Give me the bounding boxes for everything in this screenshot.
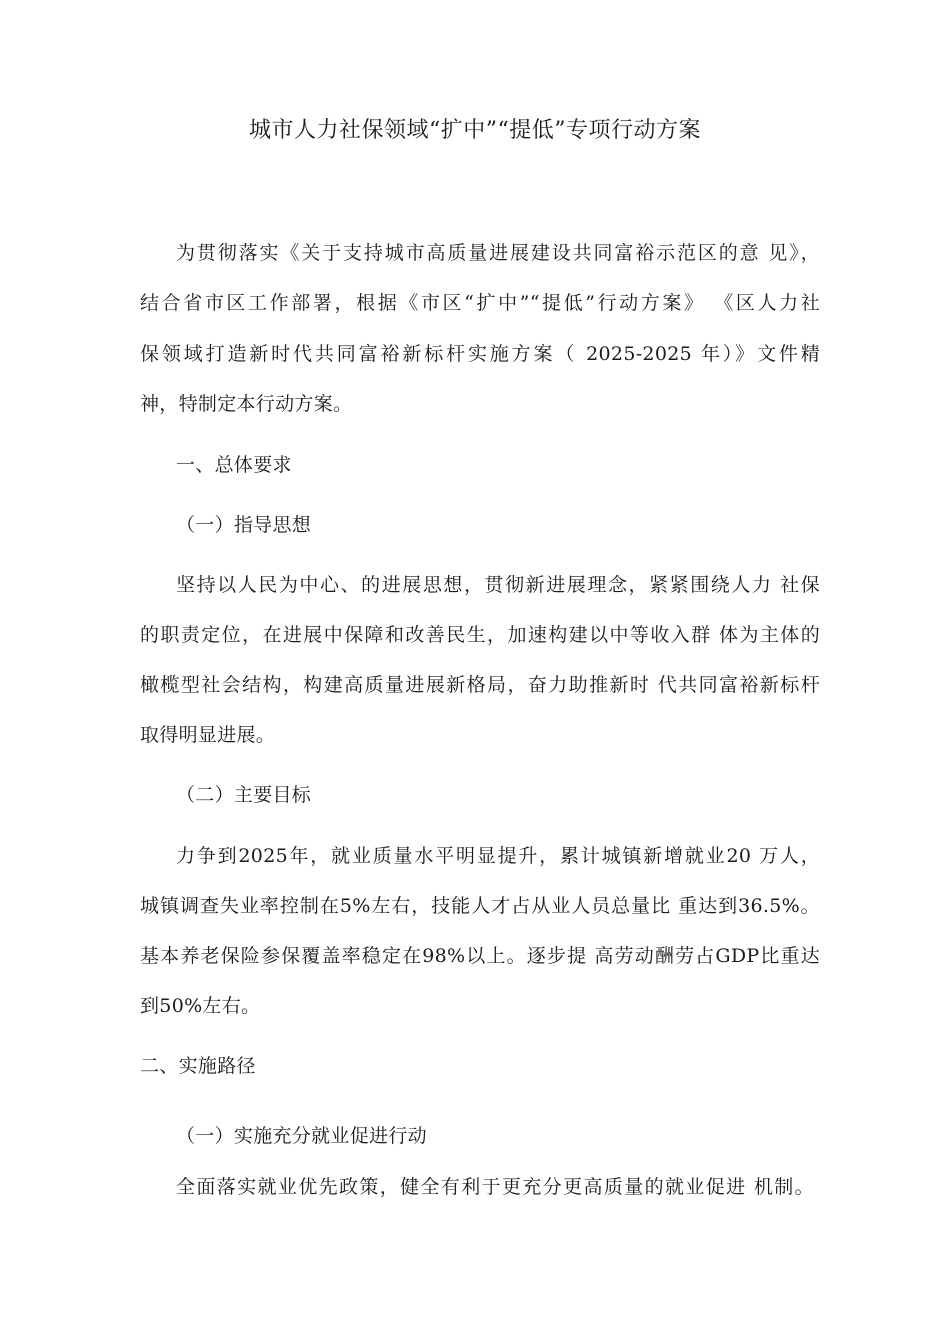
intro-line-4: 神，特制定本行动方案。 [140,393,353,415]
sub2-line-2: 城镇调查失业率控制在5%左右，技能人才占从业人员总量比 重达到36.5%。 [140,895,820,917]
intro-line-2: 结合省市区工作部署，根据《市区“扩中”“提低”行动方案》 《区人力社 [140,292,820,314]
sub1-line-2: 的职责定位，在进展中保障和改善民生，加速构建以中等收入群 体为主体的 [140,624,820,646]
subsection-heading-2: （二）主要目标 [176,784,312,806]
section-heading-1: 一、总体要求 [176,454,292,476]
sub2-line-4: 到50%左右。 [140,995,261,1017]
subsection-heading-3: （一）实施充分就业促进行动 [176,1125,427,1147]
sub3-line-1: 全面落实就业优先政策，健全有利于更充分更高质量的就业促进 机制。 [176,1176,814,1198]
subsection-heading-1: （一）指导思想 [176,514,312,536]
intro-line-3: 保领域打造新时代共同富裕新标杆实施方案（ 2025-2025 年）》文件精 [140,343,820,365]
intro-line-1: 为贯彻落实《关于支持城市高质量进展建设共同富裕示范区的意 见》， [176,242,820,264]
section-heading-2: 二、实施路径 [140,1055,256,1077]
document-title: 城市人力社保领域“扩中”“提低”专项行动方案 [249,118,701,143]
sub1-line-4: 取得明显进展。 [140,724,276,746]
sub1-line-1: 坚持以人民为中心、的进展思想，贯彻新进展理念，紧紧围绕人力 社保 [176,574,820,596]
sub1-line-3: 橄榄型社会结构，构建高质量进展新格局，奋力助推新时 代共同富裕新标杆 [140,674,820,696]
sub2-line-3: 基本养老保险参保覆盖率稳定在98%以上。逐步提 高劳动酬劳占GDP比重达 [140,945,820,967]
sub2-line-1: 力争到2025年，就业质量水平明显提升，累计城镇新增就业20 万人， [176,845,820,867]
